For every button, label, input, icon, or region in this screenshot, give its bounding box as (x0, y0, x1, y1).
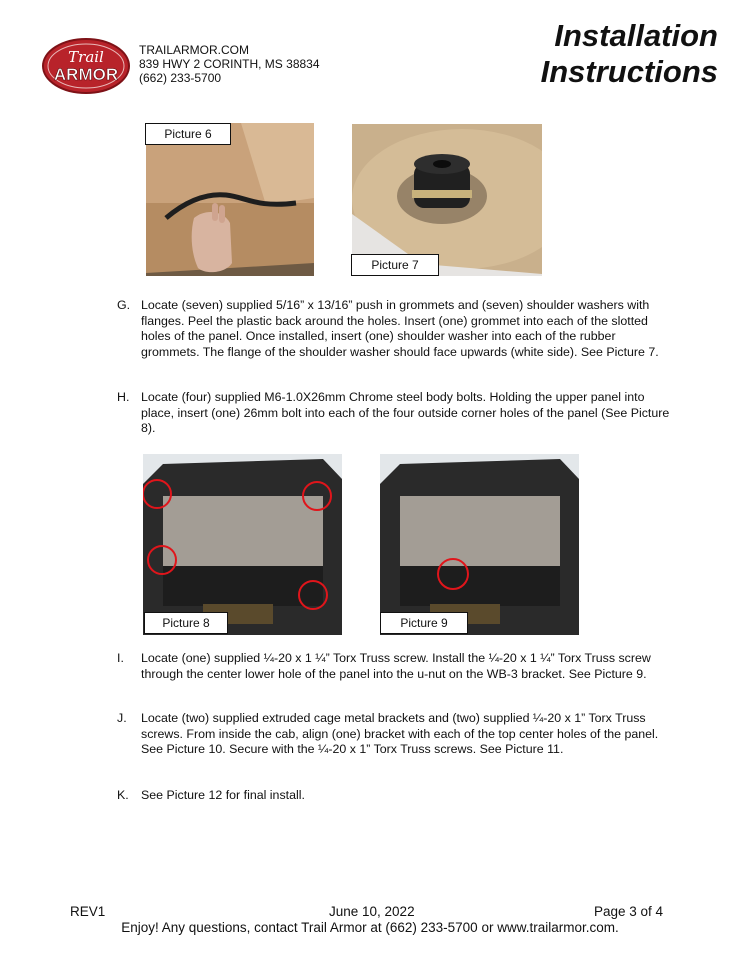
picture-6-photo (146, 123, 314, 276)
company-phone: (662) 233-5700 (139, 71, 222, 85)
step-text: Locate (two) supplied extruded cage metal brackets and (two) supplied ¼-20 x 1” Torx Truss screws. From inside the cab, align (one) bracket with each of the top center holes of the panel. See Picture 10. Secure with the ¼-20 x 1” Torx Truss screws. See Picture 11. (141, 711, 659, 756)
step-text: Locate (one) supplied ¼-20 x 1 ¼” Torx Truss screw. Install the ¼-20 x 1 ¼” Torx Truss screw through the center lower hole of the panel into the u-nut on the WB-3 bracket. See Picture 9. (141, 651, 651, 681)
step-letter: J. (117, 711, 127, 725)
picture-6-caption: Picture 6 (145, 123, 231, 145)
picture-9-photo (380, 454, 579, 635)
step-h (117, 390, 677, 437)
step-text: Locate (four) supplied M6-1.0X26mm Chrome steel body bolts. Holding the upper panel into place, insert (one) 26mm bolt into each of the four outside corner holes of the panel (See Picture 8). (141, 390, 670, 435)
company-address: 839 HWY 2 CORINTH, MS 38834 (139, 57, 320, 71)
title-line-2: Instructions (540, 54, 718, 89)
step-letter: G. (117, 298, 131, 312)
footer-contact: Enjoy! Any questions, contact Trail Armor at (662) 233-5700 or www.trailarmor.com. (121, 920, 619, 935)
picture-9-caption: Picture 9 (380, 612, 468, 634)
footer-page-number: Page 3 of 4 (594, 904, 664, 919)
title-line-1: Installation (554, 18, 718, 53)
step-text: Locate (seven) supplied 5/16” x 13/16” push in grommets and (seven) shoulder washers with flanges. Peel the plastic back around the holes. Insert (one) grommet into each of the slotted holes of the panel. Once installed, insert (one) shoulder washer into each of the rubber grommets. The flange of the shoulder washer should face upwards (white side). See Picture 7. (141, 298, 659, 359)
picture-8-photo (143, 454, 342, 635)
step-letter: K. (117, 788, 129, 802)
picture-7-caption: Picture 7 (351, 254, 439, 276)
step-text: See Picture 12 for final install. (141, 788, 305, 802)
step-letter: I. (117, 651, 124, 665)
step-letter: H. (117, 390, 130, 404)
footer-revision: REV1 (70, 904, 106, 919)
company-website: TRAILARMOR.COM (139, 43, 250, 57)
step-j (117, 711, 677, 758)
logo-text-trail: Trail (68, 48, 104, 66)
company-info (139, 43, 320, 85)
step-g (117, 298, 677, 360)
picture-8-caption: Picture 8 (144, 612, 228, 634)
trail-armor-logo (42, 38, 130, 94)
step-i (117, 651, 677, 682)
footer-date: June 10, 2022 (329, 904, 415, 919)
step-k (117, 788, 677, 804)
logo-text-armor: ARMOR (53, 65, 119, 84)
page-title (541, 18, 718, 90)
